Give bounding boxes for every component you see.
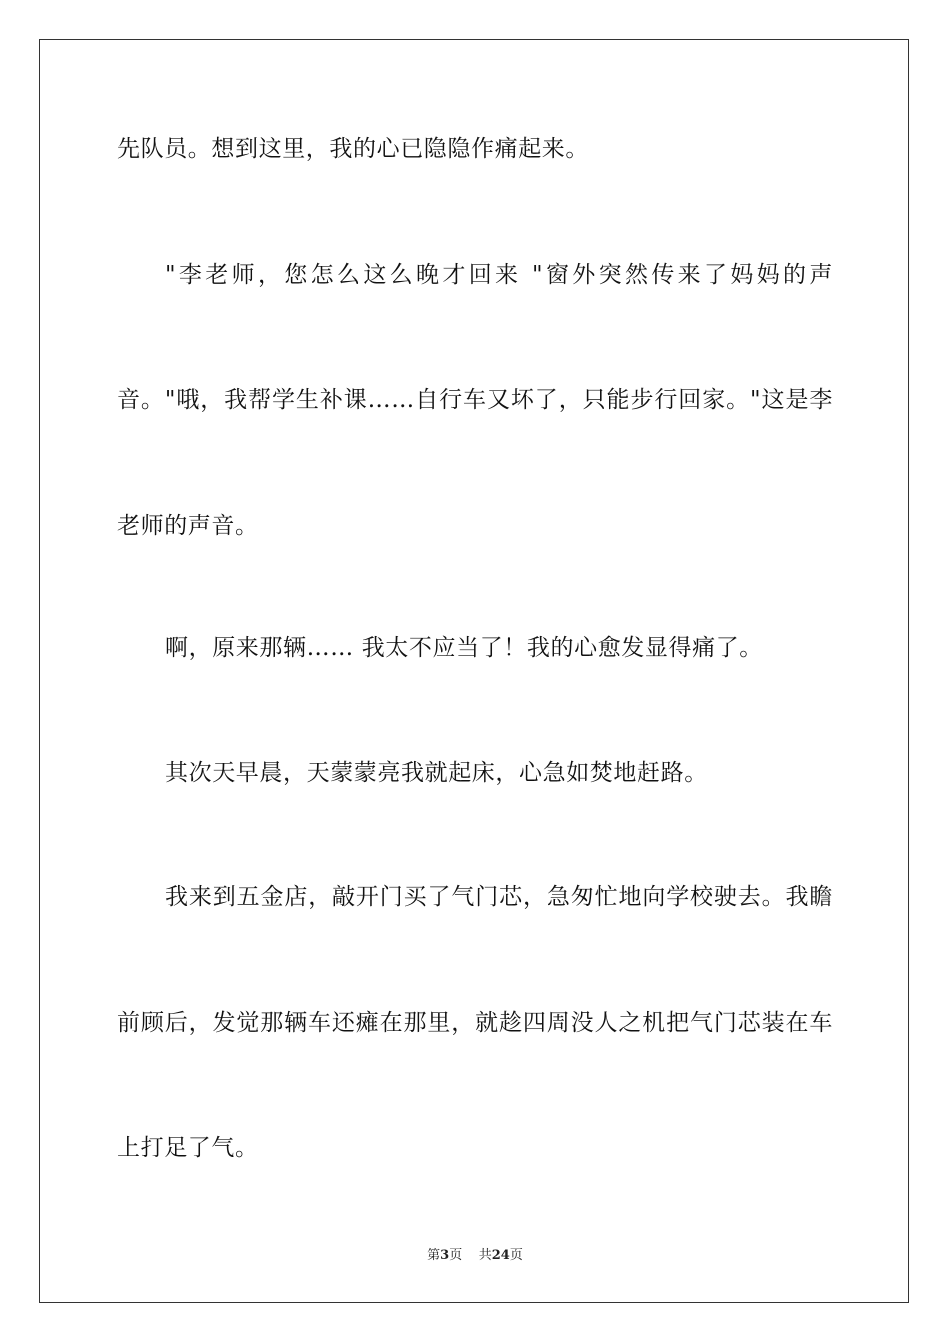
paragraph-line: 啊，原来那辆…… 我太不应当了！我的心愈发显得痛了。 <box>165 635 763 661</box>
paragraph-line: 前顾后，发觉那辆车还瘫在那里，就趁四周没人之机把气门芯装在车 <box>117 1010 833 1036</box>
page-border <box>39 39 909 1303</box>
paragraph-line: 老师的声音。 <box>117 513 259 539</box>
paragraph-line: 先队员。想到这里，我的心已隐隐作痛起来。 <box>117 136 589 162</box>
page-suffix: 页 <box>449 1248 463 1263</box>
current-page-number: 3 <box>440 1248 450 1263</box>
total-prefix: 共 <box>478 1248 492 1263</box>
paragraph-line: "李老师，您怎么这么晚才回来 "窗外突然传来了妈妈的声 <box>165 262 833 288</box>
total-suffix: 页 <box>509 1248 523 1263</box>
paragraph-line: 上打足了气。 <box>117 1135 259 1161</box>
page-footer <box>0 1247 950 1265</box>
paragraph-line: 我来到五金店，敲开门买了气门芯，急匆忙地向学校驶去。我瞻 <box>165 884 833 910</box>
total-pages-number: 24 <box>491 1248 510 1263</box>
paragraph-line: 其次天早晨，天蒙蒙亮我就起床，心急如焚地赶路。 <box>165 760 708 786</box>
page-prefix: 第 <box>427 1248 441 1263</box>
paragraph-line: 音。"哦，我帮学生补课……自行车又坏了，只能步行回家。"这是李 <box>117 387 833 413</box>
